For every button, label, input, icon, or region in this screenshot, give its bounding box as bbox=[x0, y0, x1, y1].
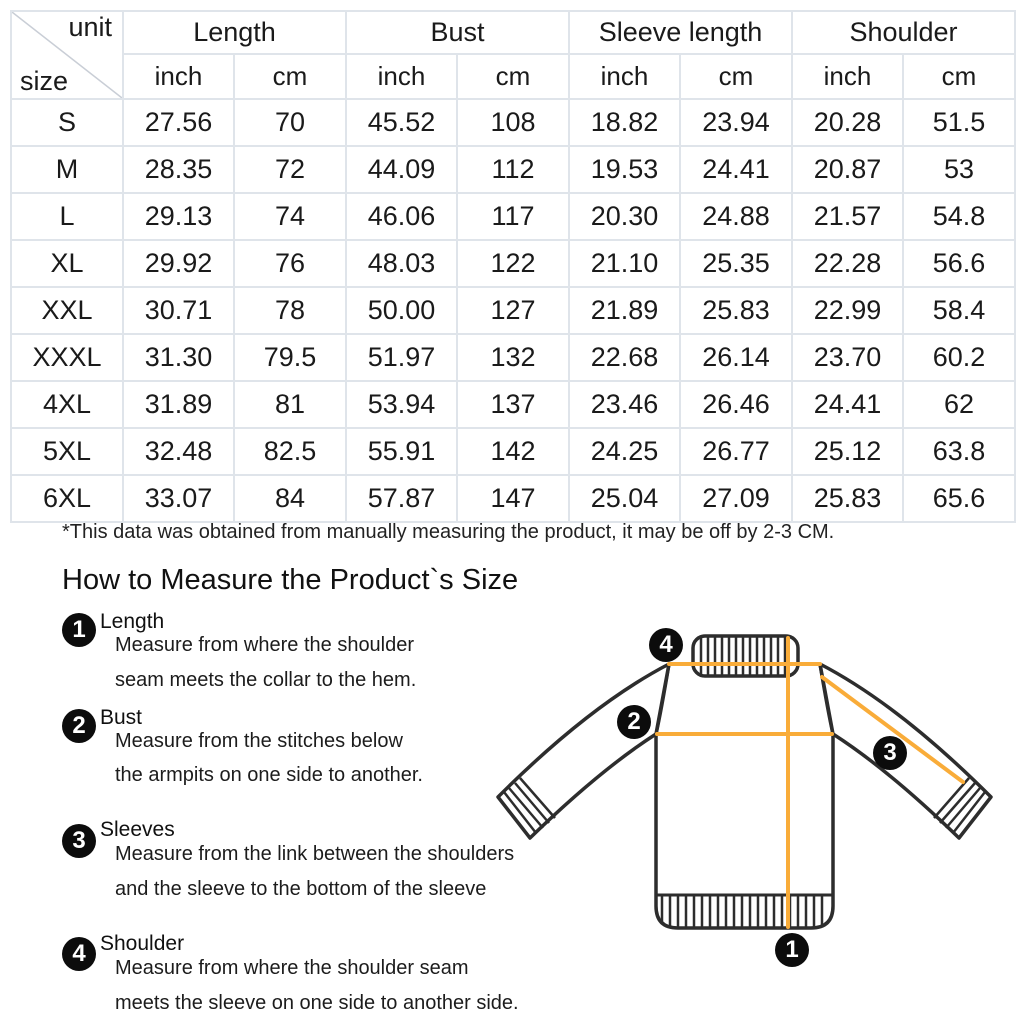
value-cell: 50.00 bbox=[346, 287, 457, 334]
value-cell: 74 bbox=[234, 193, 346, 240]
unit-header: cm bbox=[457, 54, 569, 99]
size-cell: XL bbox=[11, 240, 123, 287]
step-4-text: Measure from where the shoulder seam bbox=[115, 957, 469, 979]
unit-header: inch bbox=[569, 54, 680, 99]
value-cell: 23.94 bbox=[680, 99, 792, 146]
unit-header: inch bbox=[346, 54, 457, 99]
value-cell: 21.89 bbox=[569, 287, 680, 334]
value-cell: 20.30 bbox=[569, 193, 680, 240]
value-cell: 26.46 bbox=[680, 381, 792, 428]
value-cell: 26.14 bbox=[680, 334, 792, 381]
value-cell: 142 bbox=[457, 428, 569, 475]
size-cell: XXXL bbox=[11, 334, 123, 381]
value-cell: 51.5 bbox=[903, 99, 1015, 146]
value-cell: 53 bbox=[903, 146, 1015, 193]
value-cell: 24.25 bbox=[569, 428, 680, 475]
value-cell: 27.56 bbox=[123, 99, 234, 146]
size-cell: L bbox=[11, 193, 123, 240]
value-cell: 112 bbox=[457, 146, 569, 193]
corner-size-label: size bbox=[20, 66, 69, 96]
table-row bbox=[11, 381, 1015, 428]
value-cell: 31.30 bbox=[123, 334, 234, 381]
value-cell: 20.28 bbox=[792, 99, 903, 146]
step-4-text: meets the sleeve on one side to another side. bbox=[115, 992, 519, 1014]
step-2-text: the armpits on one side to another. bbox=[115, 764, 423, 786]
value-cell: 23.46 bbox=[569, 381, 680, 428]
value-cell: 53.94 bbox=[346, 381, 457, 428]
value-cell: 55.91 bbox=[346, 428, 457, 475]
value-cell: 51.97 bbox=[346, 334, 457, 381]
column-group-bust: Bust bbox=[346, 11, 569, 54]
diagram-callout-sleeve: 3 bbox=[873, 736, 907, 770]
unit-header: cm bbox=[680, 54, 792, 99]
value-cell: 60.2 bbox=[903, 334, 1015, 381]
value-cell: 147 bbox=[457, 475, 569, 522]
value-cell: 25.83 bbox=[680, 287, 792, 334]
corner-unit-label: unit bbox=[68, 12, 112, 42]
step-3-text: and the sleeve to the bottom of the sleeve bbox=[115, 878, 487, 900]
diagram-callout-bust: 2 bbox=[617, 705, 651, 739]
value-cell: 22.68 bbox=[569, 334, 680, 381]
value-cell: 29.13 bbox=[123, 193, 234, 240]
corner-cell bbox=[11, 11, 123, 99]
value-cell: 45.52 bbox=[346, 99, 457, 146]
collar bbox=[693, 636, 798, 676]
value-cell: 65.6 bbox=[903, 475, 1015, 522]
table-row bbox=[11, 428, 1015, 475]
value-cell: 137 bbox=[457, 381, 569, 428]
table-row bbox=[11, 99, 1015, 146]
table-row bbox=[11, 287, 1015, 334]
value-cell: 24.41 bbox=[680, 146, 792, 193]
step-1-label: Length bbox=[100, 610, 165, 633]
value-cell: 24.88 bbox=[680, 193, 792, 240]
value-cell: 122 bbox=[457, 240, 569, 287]
size-cell: 5XL bbox=[11, 428, 123, 475]
value-cell: 25.12 bbox=[792, 428, 903, 475]
value-cell: 44.09 bbox=[346, 146, 457, 193]
left-sleeve bbox=[498, 664, 669, 838]
sweater-body bbox=[656, 664, 833, 928]
table-row bbox=[11, 475, 1015, 522]
value-cell: 25.35 bbox=[680, 240, 792, 287]
value-cell: 22.99 bbox=[792, 287, 903, 334]
value-cell: 30.71 bbox=[123, 287, 234, 334]
step-1-text: seam meets the collar to the hem. bbox=[115, 669, 417, 691]
diagram-callout-shoulder: 4 bbox=[649, 628, 683, 662]
value-cell: 108 bbox=[457, 99, 569, 146]
value-cell: 127 bbox=[457, 287, 569, 334]
value-cell: 132 bbox=[457, 334, 569, 381]
value-cell: 63.8 bbox=[903, 428, 1015, 475]
unit-header: inch bbox=[123, 54, 234, 99]
value-cell: 25.04 bbox=[569, 475, 680, 522]
value-cell: 56.6 bbox=[903, 240, 1015, 287]
value-cell: 19.53 bbox=[569, 146, 680, 193]
value-cell: 46.06 bbox=[346, 193, 457, 240]
value-cell: 72 bbox=[234, 146, 346, 193]
step-4-badge: 4 bbox=[62, 937, 96, 971]
step-2-text: Measure from the stitches below bbox=[115, 730, 403, 752]
step-4-label: Shoulder bbox=[100, 932, 185, 955]
diagram-callout-length: 1 bbox=[775, 933, 809, 967]
step-3-badge: 3 bbox=[62, 824, 96, 858]
step-2-badge: 2 bbox=[62, 709, 96, 743]
value-cell: 76 bbox=[234, 240, 346, 287]
size-cell: 6XL bbox=[11, 475, 123, 522]
measurement-disclaimer: *This data was obtained from manually measuring the product, it may be off by 2-3 CM. bbox=[62, 521, 835, 543]
unit-header: cm bbox=[234, 54, 346, 99]
column-group-length: Length bbox=[123, 11, 346, 54]
value-cell: 82.5 bbox=[234, 428, 346, 475]
table-row bbox=[11, 193, 1015, 240]
value-cell: 57.87 bbox=[346, 475, 457, 522]
value-cell: 21.10 bbox=[569, 240, 680, 287]
size-cell: S bbox=[11, 99, 123, 146]
value-cell: 62 bbox=[903, 381, 1015, 428]
table-row bbox=[11, 146, 1015, 193]
value-cell: 78 bbox=[234, 287, 346, 334]
value-cell: 81 bbox=[234, 381, 346, 428]
table-row bbox=[11, 334, 1015, 381]
value-cell: 117 bbox=[457, 193, 569, 240]
step-1-text: Measure from where the shoulder bbox=[115, 634, 415, 656]
value-cell: 18.82 bbox=[569, 99, 680, 146]
table-row bbox=[11, 240, 1015, 287]
value-cell: 79.5 bbox=[234, 334, 346, 381]
value-cell: 24.41 bbox=[792, 381, 903, 428]
value-cell: 48.03 bbox=[346, 240, 457, 287]
unit-header: inch bbox=[792, 54, 903, 99]
value-cell: 33.07 bbox=[123, 475, 234, 522]
value-cell: 28.35 bbox=[123, 146, 234, 193]
step-3-text: Measure from the link between the shoulders bbox=[115, 843, 515, 865]
value-cell: 25.83 bbox=[792, 475, 903, 522]
value-cell: 58.4 bbox=[903, 287, 1015, 334]
sweater-measurement-diagram bbox=[470, 600, 1024, 1024]
size-cell: M bbox=[11, 146, 123, 193]
unit-header: cm bbox=[903, 54, 1015, 99]
value-cell: 31.89 bbox=[123, 381, 234, 428]
column-group-shoulder: Shoulder bbox=[792, 11, 1015, 54]
value-cell: 23.70 bbox=[792, 334, 903, 381]
value-cell: 54.8 bbox=[903, 193, 1015, 240]
value-cell: 32.48 bbox=[123, 428, 234, 475]
value-cell: 20.87 bbox=[792, 146, 903, 193]
value-cell: 70 bbox=[234, 99, 346, 146]
step-1-badge: 1 bbox=[62, 613, 96, 647]
value-cell: 27.09 bbox=[680, 475, 792, 522]
howto-section-title: How to Measure the Product`s Size bbox=[62, 564, 519, 596]
step-3-label: Sleeves bbox=[100, 818, 175, 841]
size-cell: 4XL bbox=[11, 381, 123, 428]
size-cell: XXL bbox=[11, 287, 123, 334]
size-chart-table bbox=[10, 10, 1016, 523]
value-cell: 22.28 bbox=[792, 240, 903, 287]
value-cell: 21.57 bbox=[792, 193, 903, 240]
step-2-label: Bust bbox=[100, 706, 143, 729]
value-cell: 29.92 bbox=[123, 240, 234, 287]
value-cell: 84 bbox=[234, 475, 346, 522]
column-group-sleeve-length: Sleeve length bbox=[569, 11, 792, 54]
value-cell: 26.77 bbox=[680, 428, 792, 475]
